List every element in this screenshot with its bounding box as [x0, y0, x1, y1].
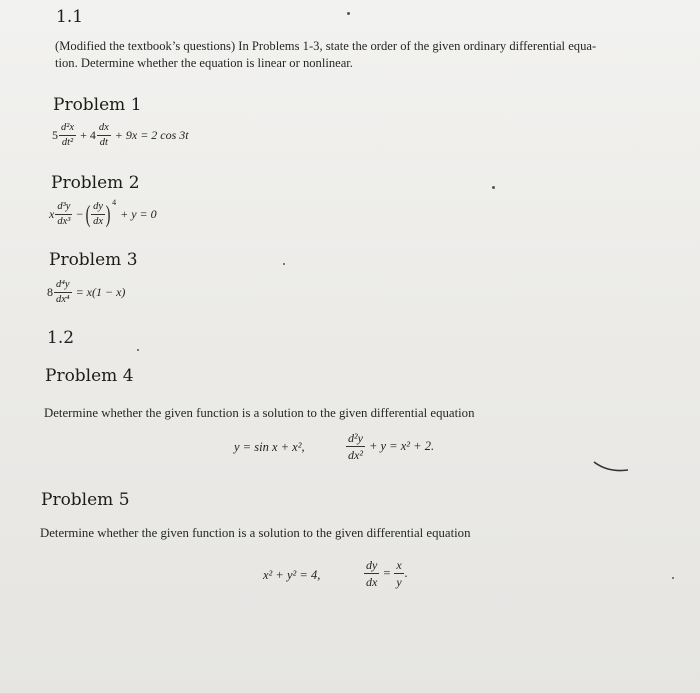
section-number-1-1: 1.1 [56, 7, 84, 27]
problem-5-title: Problem 5 [41, 490, 130, 510]
problem-5-text: Determine whether the given function is a solution to the given differential equation [40, 526, 471, 540]
section-number-1-2: 1.2 [47, 328, 75, 348]
instructions-paragraph [55, 38, 665, 72]
problem-2-title: Problem 2 [51, 173, 140, 193]
x-over-y-fraction: $\frac{x}{y}$ [396, 558, 402, 589]
fourth-derivative-fraction: $\frac{\text{d⁴y}}{\text{dx⁴}}$ [56, 279, 70, 305]
speck-mark [492, 186, 495, 189]
problem-3-equation: 8 $\frac{\text{d⁴y}}{\text{dx⁴}}$ = x(1 − x) [47, 279, 126, 305]
second-derivative-fraction: $\frac{\text{d²y}}{\text{dx²}}$ [348, 431, 363, 462]
equation-rest: + y = x² + 2. [368, 439, 435, 453]
problem-4-title: Problem 4 [45, 366, 134, 386]
third-derivative-fraction: $\frac{\text{d³y}}{\text{dx³}}$ [57, 201, 71, 227]
first-derivative-fraction: $\frac{dx}{dt}$ [98, 122, 109, 148]
problem-3-title: Problem 3 [49, 250, 138, 270]
instructions-line-2: tion. Determine whether the equation is linear or nonlinear. [55, 56, 353, 70]
equation-rest: + y = 0 [120, 207, 157, 221]
problem-5-differential-equation: $\frac{dy}{dx}$ = $\frac{x}{y}$ . [366, 558, 408, 589]
equation-rest: + 9x = 2 cos 3t [114, 128, 189, 142]
problem-4-function: y = sin x + x², [234, 440, 305, 454]
equation-rest: = x(1 − x) [75, 285, 126, 299]
speck-mark [672, 577, 674, 579]
speck-mark [283, 263, 285, 265]
exponent: 4 [112, 198, 117, 207]
problem-4-text: Determine whether the given function is a solution to the given differential equation [44, 406, 475, 420]
second-derivative-fraction: $\frac{\text{d²x}}{\text{dt²}}$ [61, 122, 75, 148]
pen-mark-icon [592, 458, 632, 476]
instructions-line-1: (Modified the textbook’s questions) In Problems 1-3, state the order of the given ordinary differential equa- [55, 39, 597, 53]
problem-5-function: x² + y² = 4, [263, 568, 321, 582]
dy-dx-fraction: $\frac{dy}{dx}$ [366, 558, 378, 589]
problem-4-differential-equation [345, 431, 434, 462]
speck-mark [137, 349, 139, 351]
coefficient: 5 [52, 128, 58, 142]
speck-mark [347, 12, 350, 15]
first-derivative-fraction: $\frac{dy}{dx}$ [93, 201, 104, 227]
problem-1-equation: 5 $\frac{\text{d²x}}{\text{dt²}}$ + 4 $\frac{dx}{dt}$ + 9x = 2 cos 3t [52, 122, 189, 148]
problem-1-title: Problem 1 [53, 95, 142, 115]
problem-2-equation: x $\frac{\text{d³y}}{\text{dx³}}$ − ( $\frac{dy}{dx}$ ) 4 + y = 0 [49, 198, 157, 228]
